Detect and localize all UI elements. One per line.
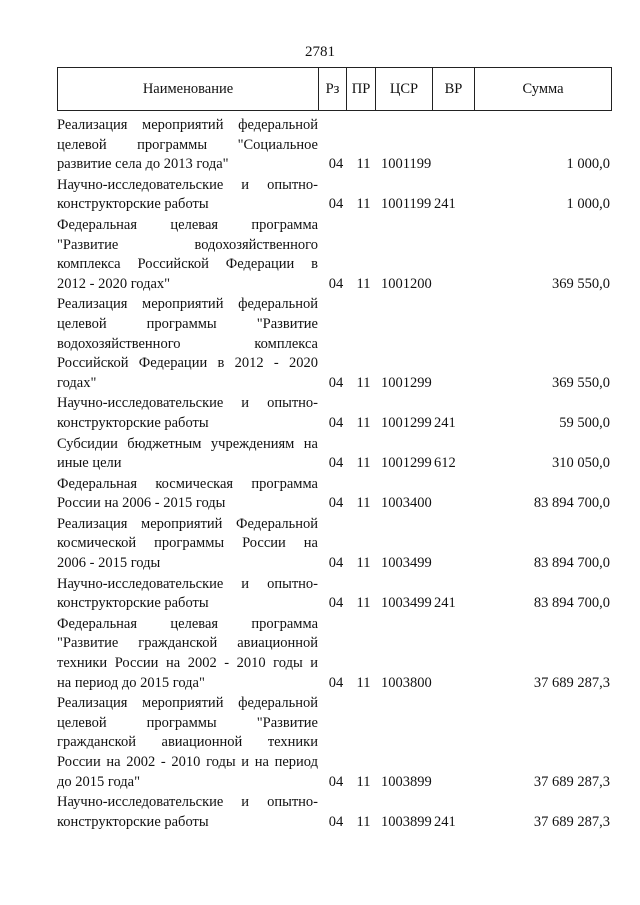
row-csr: 1003899: [381, 813, 432, 830]
row-name: [57, 475, 318, 514]
row-name-line: Российской Федерации в 2012 - 2020: [57, 355, 318, 372]
row-name: [57, 176, 318, 215]
row-csr: 1001299: [381, 414, 432, 431]
row-rz: 04: [328, 813, 344, 830]
row-name-line: России на 2002 - 2010 годы и на период: [57, 754, 318, 770]
row-pr: 11: [356, 813, 371, 830]
row-vr: 241: [434, 196, 456, 213]
page-number: 2781: [305, 44, 335, 60]
row-name-line: Реализация мероприятий федеральной: [57, 296, 318, 313]
row-sum: 37 689 287,3: [533, 813, 610, 830]
row-csr: 1001299: [381, 374, 432, 391]
row-rz: 04: [328, 196, 344, 213]
row-pr: 11: [356, 414, 371, 431]
row-sum: 1 000,0: [566, 156, 610, 173]
row-name-line: Научно-исследовательские и опытно-: [57, 176, 318, 193]
row-csr: 1003899: [381, 773, 432, 790]
row-name-line: на период до 2015 года": [57, 674, 205, 691]
row-name-line: водохозяйственного комплекса: [57, 335, 318, 352]
row-name-line: конструкторские работы: [57, 414, 209, 431]
row-vr: 241: [434, 813, 456, 830]
row-csr: 1003400: [381, 495, 432, 512]
row-csr: 1001200: [381, 275, 432, 292]
header-name: Наименование: [58, 68, 319, 110]
row-pr: 11: [356, 455, 371, 472]
row-name-line: целевой программы "Развитие: [57, 315, 318, 332]
row-rz: 04: [328, 773, 344, 790]
table-header: [57, 67, 612, 111]
row-name-line: конструкторские работы: [57, 595, 209, 612]
table-row: [57, 615, 610, 693]
row-pr: 11: [356, 275, 371, 292]
header-sum: Сумма: [522, 80, 564, 97]
row-csr: 1001299: [381, 455, 432, 472]
table-row: [57, 515, 610, 574]
row-vr: 612: [434, 455, 456, 472]
row-name-line: Реализация мероприятий федеральной: [57, 117, 318, 133]
table-body: [57, 116, 610, 833]
row-rz: 04: [328, 674, 344, 691]
row-csr: 1001199: [381, 196, 432, 213]
row-rz: 04: [328, 495, 344, 512]
row-csr: 1001199: [381, 156, 432, 173]
row-name: [57, 515, 318, 574]
table-row: [57, 116, 610, 175]
row-pr: 11: [356, 555, 371, 572]
row-pr: 11: [356, 374, 371, 391]
row-vr: 241: [434, 414, 456, 431]
header-pr: ПР: [347, 68, 376, 110]
row-name-line: "Развитие гражданской авиационной: [57, 635, 318, 652]
row-name: [57, 694, 318, 792]
row-name-line: 2006 - 2015 годы: [57, 555, 161, 572]
table-row: [57, 694, 610, 792]
row-rz: 04: [328, 414, 344, 431]
row-pr: 11: [356, 495, 371, 512]
row-sum: 369 550,0: [552, 374, 610, 391]
row-name-line: космической программы России на: [57, 535, 318, 552]
row-name-line: Научно-исследовательские и опытно-: [57, 794, 318, 811]
row-name: [57, 116, 318, 175]
row-name-line: конструкторские работы: [57, 196, 209, 213]
row-pr: 11: [356, 674, 371, 691]
table-row: [57, 394, 610, 433]
row-csr: 1003499: [381, 595, 432, 612]
row-name-line: России на 2006 - 2015 годы: [57, 495, 226, 512]
row-name: [57, 216, 318, 294]
row-rz: 04: [328, 555, 344, 572]
row-name-line: целевой программы "Социальное: [57, 136, 318, 153]
row-name-line: Федеральная целевая программа: [57, 615, 318, 632]
row-rz: 04: [328, 156, 344, 173]
row-sum: 1 000,0: [566, 196, 610, 213]
row-name-line: конструкторские работы: [57, 813, 209, 830]
row-sum: 37 689 287,3: [533, 773, 610, 790]
row-sum: 83 894 700,0: [533, 555, 610, 572]
row-rz: 04: [328, 374, 344, 391]
row-name-line: иные цели: [57, 455, 122, 472]
row-sum: 37 689 287,3: [533, 674, 610, 691]
row-name-line: "Развитие водохозяйственного: [57, 236, 318, 253]
row-name-line: целевой программы "Развитие: [57, 714, 318, 731]
row-csr: 1003499: [381, 555, 432, 572]
row-name: [57, 394, 318, 433]
row-sum: 310 050,0: [552, 455, 610, 472]
row-name-line: Федеральная космическая программа: [57, 475, 318, 492]
table-row: [57, 435, 610, 474]
row-csr: 1003800: [381, 674, 432, 691]
table-row: [57, 793, 610, 832]
row-sum: 83 894 700,0: [533, 495, 610, 512]
table-row: [57, 176, 610, 215]
table-row: [57, 575, 610, 614]
row-name-line: Научно-исследовательские и опытно-: [57, 395, 318, 412]
row-pr: 11: [356, 156, 371, 173]
row-name: [57, 295, 318, 393]
row-name: [57, 575, 318, 614]
row-sum: 83 894 700,0: [533, 595, 610, 612]
row-name-line: гражданской авиационной техники: [57, 734, 318, 751]
header-rz: Рз: [319, 68, 347, 110]
table-row: [57, 295, 610, 393]
row-name-line: комплекса Российской Федерации в: [57, 256, 318, 273]
row-name-line: до 2015 года": [57, 773, 141, 790]
row-name-line: годах": [57, 374, 97, 391]
row-sum: 59 500,0: [559, 414, 610, 431]
row-name: [57, 615, 318, 693]
row-name-line: Реализация мероприятий Федеральной: [57, 515, 318, 532]
table-row: [57, 475, 610, 514]
row-name: [57, 435, 318, 474]
row-name-line: развитие села до 2013 года": [57, 156, 229, 173]
row-name: [57, 793, 318, 832]
row-sum: 369 550,0: [552, 275, 610, 292]
header-csr: ЦСР: [376, 68, 433, 110]
row-rz: 04: [328, 595, 344, 612]
row-name-line: техники России на 2002 - 2010 годы и: [57, 655, 318, 672]
row-name-line: Федеральная целевая программа: [57, 216, 318, 233]
row-vr: 241: [434, 595, 456, 612]
row-pr: 11: [356, 595, 371, 612]
row-name-line: Реализация мероприятий федеральной: [57, 695, 318, 712]
row-pr: 11: [356, 773, 371, 790]
row-name-line: 2012 - 2020 годах": [57, 275, 171, 292]
row-name-line: Субсидии бюджетным учреждениям на: [57, 435, 318, 452]
row-name-line: Научно-исследовательские и опытно-: [57, 575, 318, 592]
row-rz: 04: [328, 275, 344, 292]
header-vr: ВР: [433, 68, 475, 110]
row-rz: 04: [328, 455, 344, 472]
table-row: [57, 216, 610, 294]
row-pr: 11: [356, 196, 371, 213]
